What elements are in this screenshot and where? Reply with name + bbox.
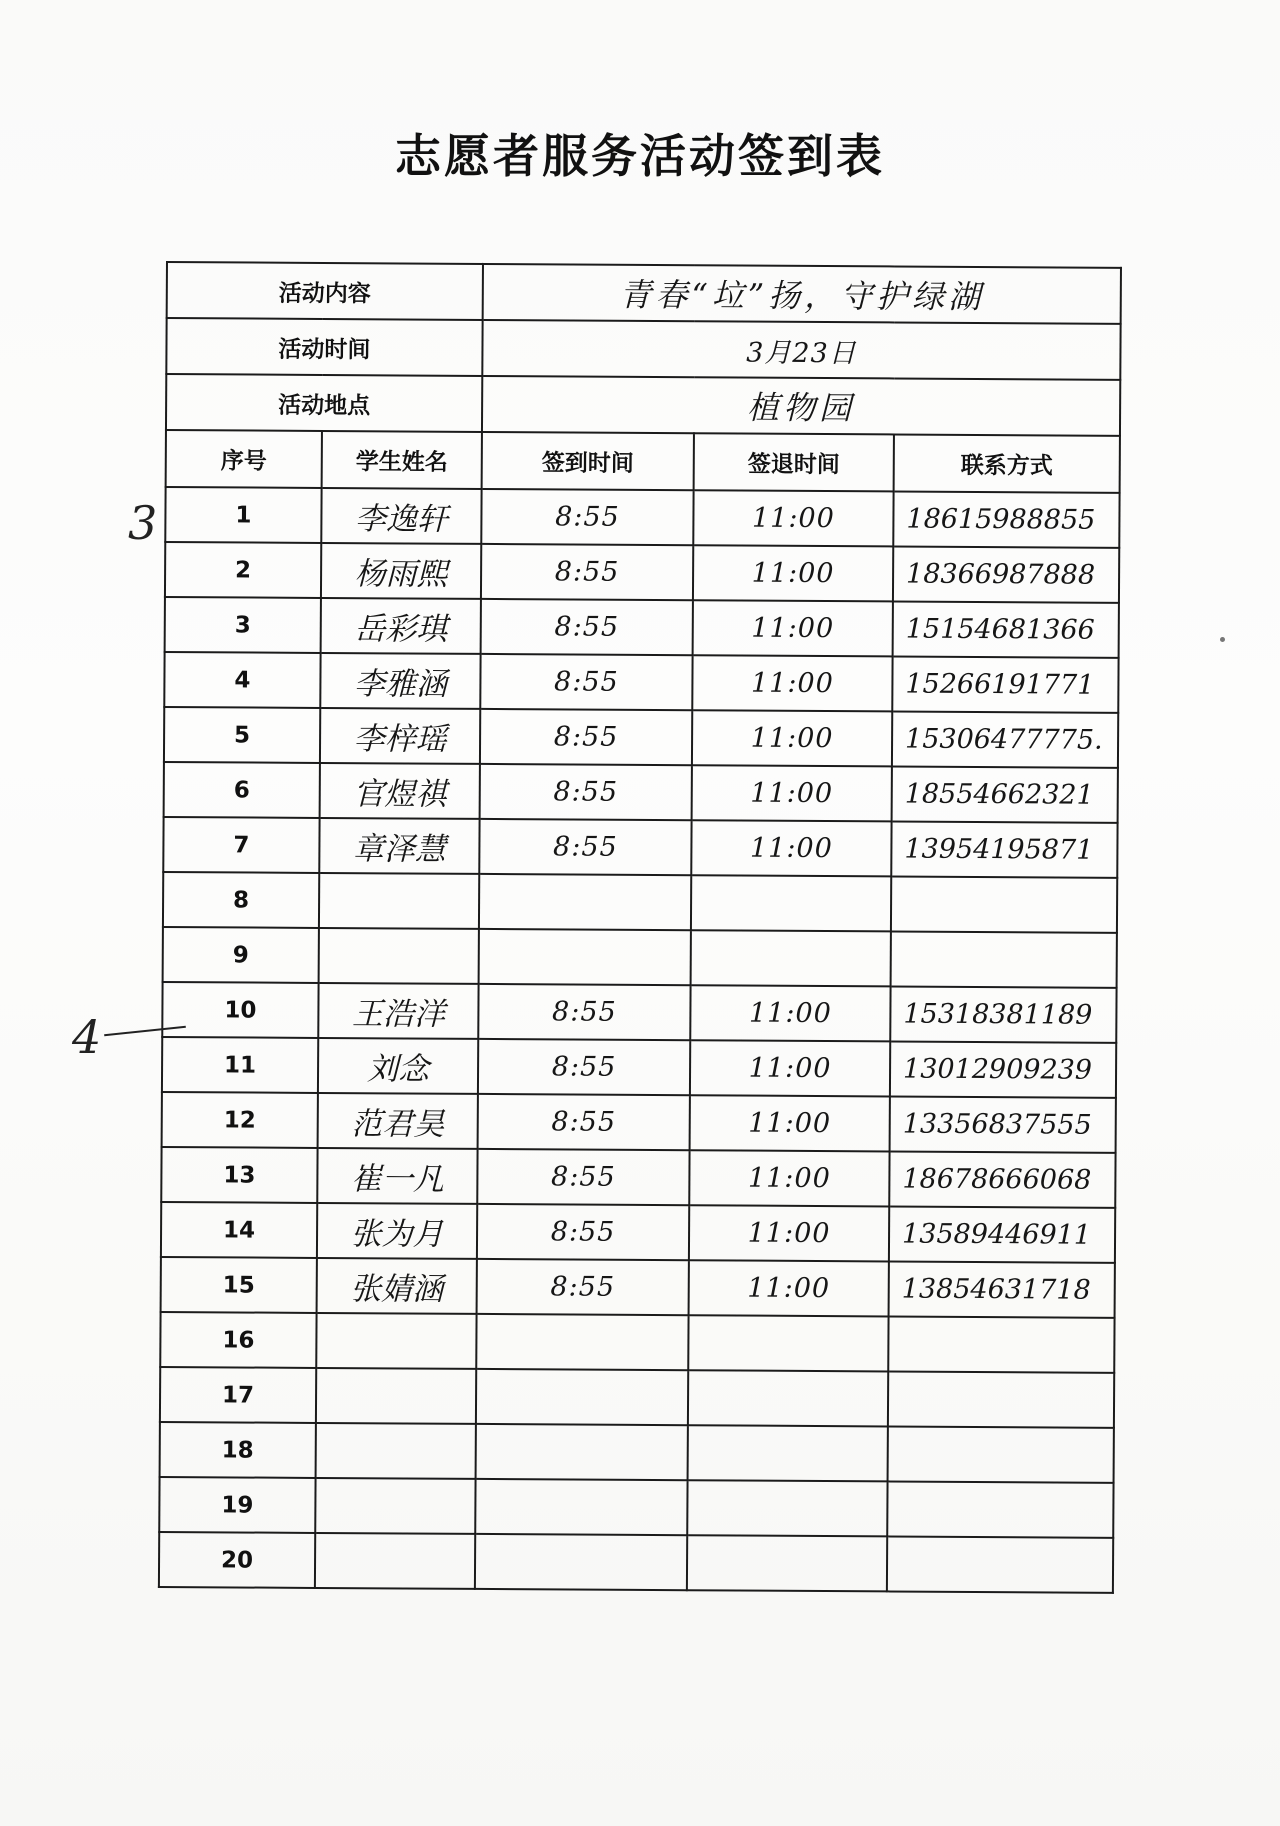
contact-phone <box>887 1481 1113 1537</box>
contact-phone <box>888 1316 1114 1372</box>
contact-phone: 13854631718 <box>889 1261 1115 1317</box>
sign-in-time <box>476 1424 688 1480</box>
student-name <box>316 1313 476 1369</box>
paper-speck <box>1220 637 1225 642</box>
student-name <box>319 928 479 984</box>
student-name: 王浩洋 <box>318 983 478 1039</box>
contact-phone <box>891 876 1117 932</box>
sign-in-time <box>475 1479 687 1535</box>
row-number: 15 <box>161 1257 317 1313</box>
student-name <box>315 1533 475 1589</box>
student-name: 李逸轩 <box>321 488 481 544</box>
sign-out-time <box>691 930 891 986</box>
sign-out-time <box>688 1370 888 1426</box>
table-row <box>164 707 1118 768</box>
table-row <box>164 652 1118 713</box>
sign-in-time: 8:55 <box>480 654 692 710</box>
sign-out-time <box>687 1480 887 1536</box>
row-number: 18 <box>160 1422 316 1478</box>
contact-phone: 15318381189 <box>890 986 1116 1042</box>
row-number: 1 <box>165 487 321 543</box>
table-row <box>162 982 1116 1043</box>
student-name: 章泽慧 <box>319 818 479 874</box>
meta-row-content <box>167 262 1121 324</box>
row-number: 13 <box>161 1147 317 1203</box>
sign-in-time <box>479 874 691 930</box>
table-row <box>163 872 1117 933</box>
contact-phone <box>888 1371 1114 1427</box>
row-number: 6 <box>164 762 320 818</box>
row-number: 12 <box>162 1092 318 1148</box>
student-name: 岳彩琪 <box>321 598 481 654</box>
location-value: 植物园 <box>482 376 1120 436</box>
header-no: 序号 <box>166 430 322 488</box>
time-value: 3月23日 <box>482 320 1120 380</box>
contact-phone: 18554662321 <box>892 766 1118 822</box>
sign-in-time: 8:55 <box>477 1149 689 1205</box>
row-number: 4 <box>164 652 320 708</box>
sign-in-time: 8:55 <box>480 709 692 765</box>
row-number: 14 <box>161 1202 317 1258</box>
sign-out-time: 11:00 <box>690 985 890 1041</box>
student-name: 范君昊 <box>318 1093 478 1149</box>
table-row <box>161 1147 1115 1208</box>
contact-phone: 13356837555 <box>890 1096 1116 1152</box>
student-name: 张为月 <box>317 1203 477 1259</box>
row-number: 16 <box>160 1312 316 1368</box>
contact-phone: 18615988855 <box>893 491 1119 547</box>
contact-phone <box>888 1426 1114 1482</box>
sign-in-time <box>475 1534 687 1590</box>
row-number: 3 <box>165 597 321 653</box>
contact-phone: 13954195871 <box>891 821 1117 877</box>
student-name: 李雅涵 <box>320 653 480 709</box>
table-row <box>162 1037 1116 1098</box>
sign-out-time: 11:00 <box>689 1205 889 1261</box>
table-row <box>160 1312 1114 1373</box>
sign-in-time: 8:55 <box>477 1204 689 1260</box>
table-row <box>162 1092 1116 1153</box>
sign-out-time: 11:00 <box>689 1260 889 1316</box>
table-row <box>164 762 1118 823</box>
contact-phone: 18366987888 <box>893 546 1119 602</box>
table-row <box>163 927 1117 988</box>
row-number: 8 <box>163 872 319 928</box>
table-row <box>159 1532 1113 1593</box>
student-name <box>316 1368 476 1424</box>
row-number: 19 <box>159 1477 315 1533</box>
contact-phone: 18678666068 <box>889 1151 1115 1207</box>
margin-note-3: 3 <box>128 496 158 550</box>
row-number: 9 <box>163 927 319 983</box>
table-row <box>165 487 1119 548</box>
row-number: 11 <box>162 1037 318 1093</box>
contact-phone: 13589446911 <box>889 1206 1115 1262</box>
row-number: 7 <box>163 817 319 873</box>
sign-in-time: 8:55 <box>481 489 693 545</box>
content-label: 活动内容 <box>167 262 483 320</box>
row-number: 17 <box>160 1367 316 1423</box>
sign-in-time <box>479 929 691 985</box>
sign-out-time: 11:00 <box>692 765 892 821</box>
table-row <box>160 1367 1114 1428</box>
header-row <box>166 430 1120 493</box>
table-row <box>161 1202 1115 1263</box>
header-sign-out: 签退时间 <box>694 433 894 491</box>
table-row <box>159 1477 1113 1538</box>
sign-out-time: 11:00 <box>690 1040 890 1096</box>
page-title: 志愿者服务活动签到表 <box>395 129 885 183</box>
meta-row-time <box>166 318 1120 380</box>
location-label: 活动地点 <box>166 374 482 432</box>
meta-row-location <box>166 374 1120 436</box>
sign-out-time <box>691 875 891 931</box>
contact-phone: 15306477775. <box>892 711 1118 767</box>
sign-out-time: 11:00 <box>693 545 893 601</box>
table-row <box>160 1422 1114 1483</box>
header-contact: 联系方式 <box>894 434 1120 492</box>
time-label: 活动时间 <box>166 318 482 376</box>
table-row <box>161 1257 1115 1318</box>
student-name: 官煜祺 <box>320 763 480 819</box>
student-name: 张婧涵 <box>317 1258 477 1314</box>
student-name: 崔一凡 <box>317 1148 477 1204</box>
table-row <box>165 542 1119 603</box>
sign-out-time: 11:00 <box>690 1095 890 1151</box>
contact-phone <box>887 1536 1113 1592</box>
header-sign-in: 签到时间 <box>482 432 694 490</box>
student-name <box>316 1423 476 1479</box>
sign-in-time: 8:55 <box>480 764 692 820</box>
sign-in-time <box>476 1314 688 1370</box>
row-number: 2 <box>165 542 321 598</box>
sign-in-time: 8:55 <box>479 819 691 875</box>
sign-in-table <box>158 261 1122 1594</box>
sign-in-time: 8:55 <box>477 1259 689 1315</box>
student-name <box>315 1478 475 1534</box>
sign-in-time: 8:55 <box>478 984 690 1040</box>
sign-out-time: 11:00 <box>691 820 891 876</box>
sign-out-time <box>688 1315 888 1371</box>
sign-out-time: 11:00 <box>693 600 893 656</box>
margin-note-4: 4 <box>72 1010 102 1064</box>
student-name <box>319 873 479 929</box>
table-row <box>165 597 1119 658</box>
sign-in-time: 8:55 <box>481 599 693 655</box>
sign-out-time: 11:00 <box>692 710 892 766</box>
table-row <box>163 817 1117 878</box>
header-name: 学生姓名 <box>322 431 482 489</box>
row-number: 20 <box>159 1532 315 1588</box>
content-value: 青春“垃”扬，守护绿湖 <box>483 264 1121 324</box>
contact-phone: 13012909239 <box>890 1041 1116 1097</box>
student-name: 李梓瑶 <box>320 708 480 764</box>
contact-phone: 15154681366 <box>893 601 1119 657</box>
sign-out-time <box>688 1425 888 1481</box>
row-number: 5 <box>164 707 320 763</box>
sign-out-time <box>687 1535 887 1591</box>
sign-in-time: 8:55 <box>481 544 693 600</box>
row-number: 10 <box>162 982 318 1038</box>
sign-out-time: 11:00 <box>692 655 892 711</box>
sign-in-time: 8:55 <box>478 1094 690 1150</box>
contact-phone <box>891 931 1117 987</box>
sign-out-time: 11:00 <box>693 490 893 546</box>
sign-out-time: 11:00 <box>689 1150 889 1206</box>
sign-in-time: 8:55 <box>478 1039 690 1095</box>
sign-in-time <box>476 1369 688 1425</box>
student-name: 刘念 <box>318 1038 478 1094</box>
contact-phone: 15266191771 <box>892 656 1118 712</box>
student-name: 杨雨熙 <box>321 543 481 599</box>
